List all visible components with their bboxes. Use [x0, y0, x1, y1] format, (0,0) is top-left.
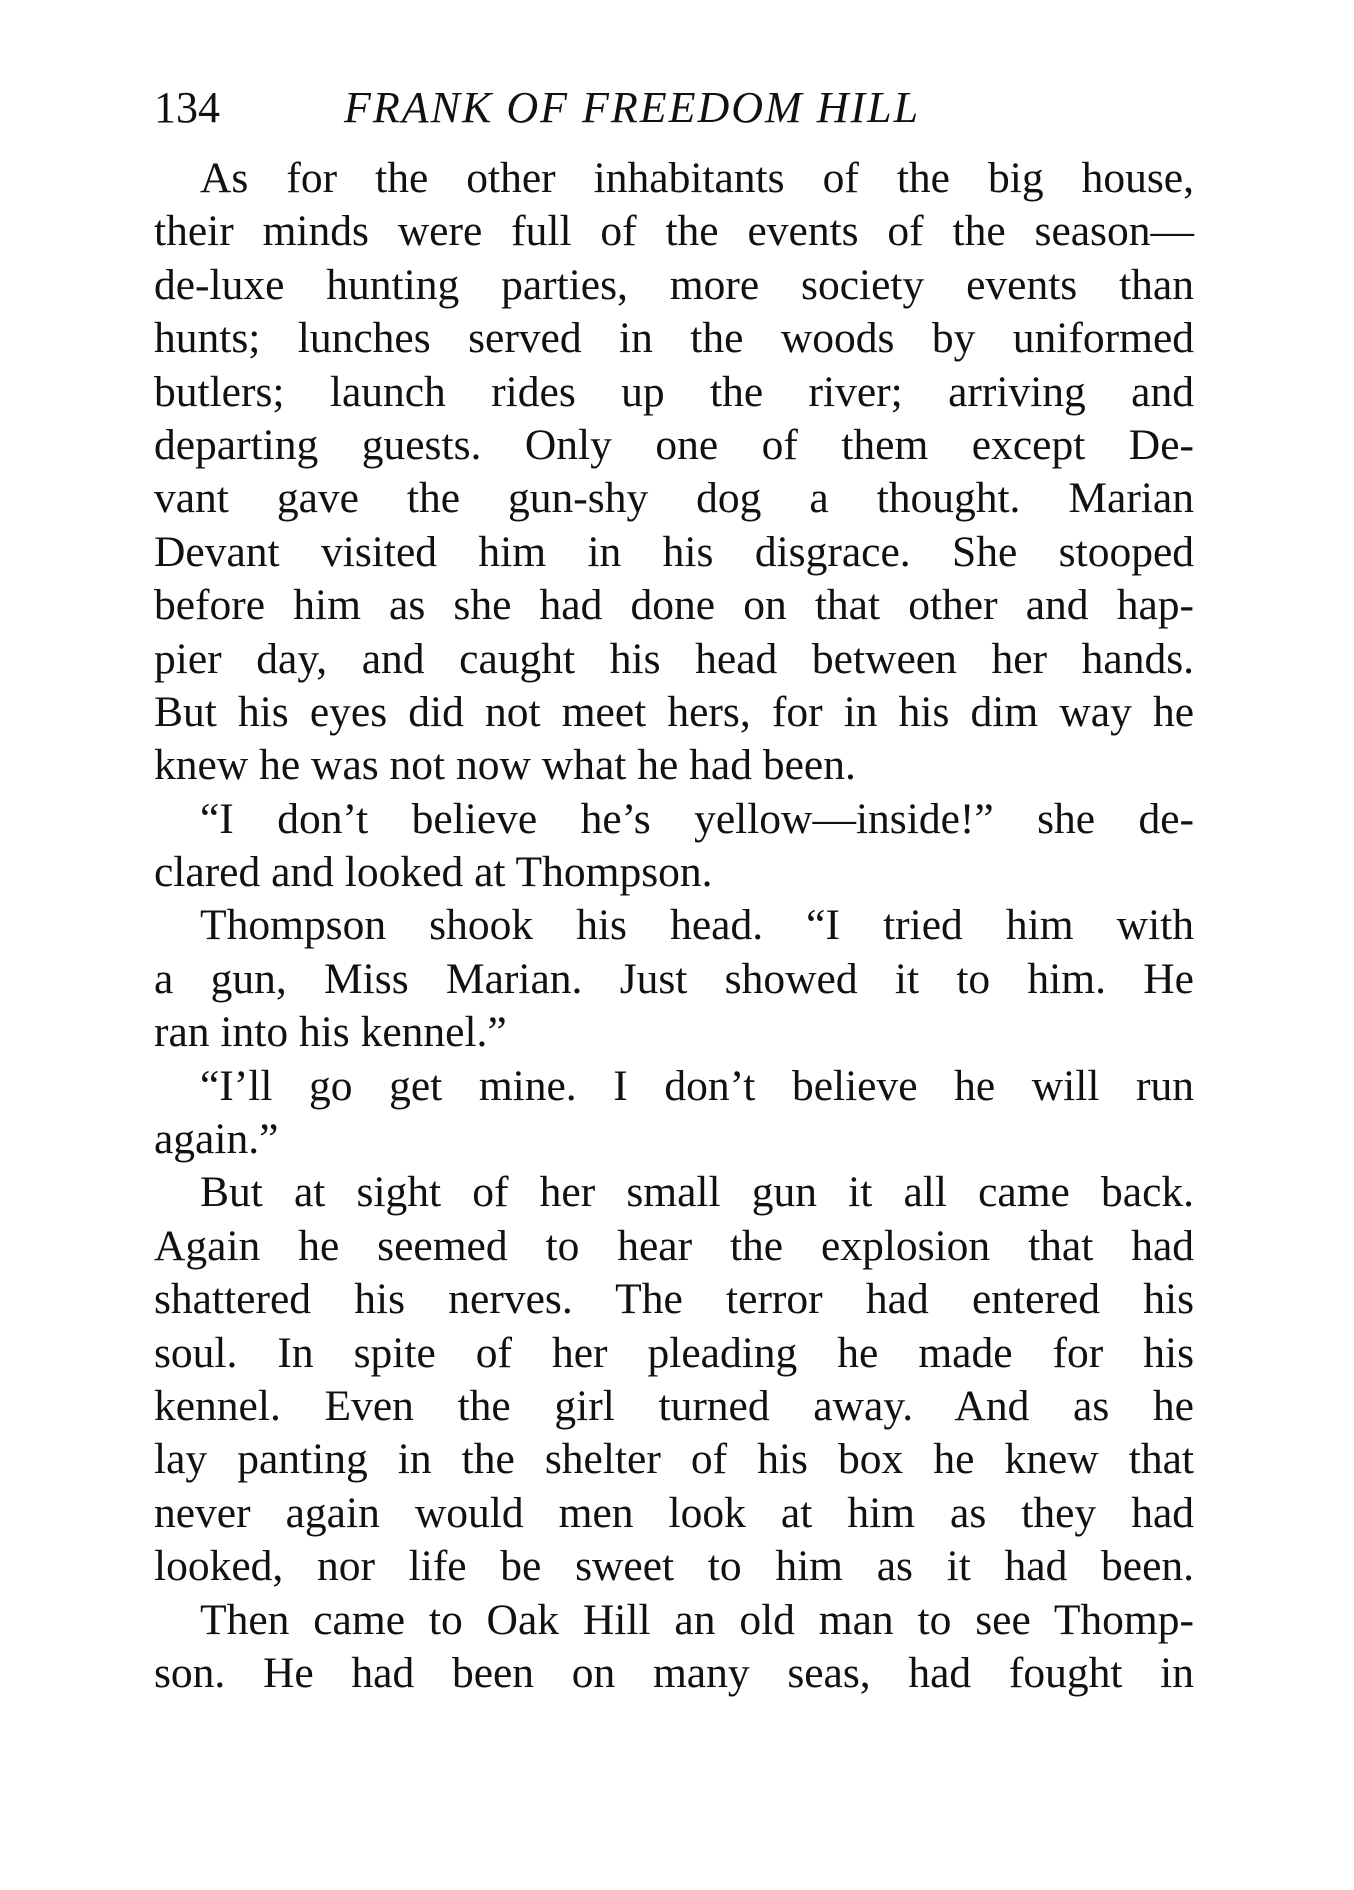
- text-line: departing guests. Only one of them except De-: [154, 420, 1194, 469]
- text-line: shattered his nerves. The terror had entered his: [154, 1275, 1194, 1324]
- text-line: knew he was not now what he had been.: [154, 741, 856, 790]
- text-line: their minds were full of the events of the season—: [154, 207, 1194, 256]
- body-text: [154, 152, 1194, 1700]
- text-line: hunts; lunches served in the woods by uniformed: [154, 314, 1194, 363]
- text-line: Then came to Oak Hill an old man to see Thomp-: [200, 1595, 1194, 1644]
- text-line: de-luxe hunting parties, more society events than: [154, 260, 1194, 309]
- text-line: looked, nor life be sweet to him as it had been.: [154, 1542, 1194, 1591]
- text-line: Thompson shook his head. “I tried him with: [200, 901, 1194, 950]
- text-line: soul. In spite of her pleading he made for his: [154, 1328, 1194, 1377]
- text-line: son. He had been on many seas, had fought in: [154, 1648, 1194, 1697]
- text-line: kennel. Even the girl turned away. And as he: [154, 1381, 1194, 1430]
- text-line: never again would men look at him as they had: [154, 1488, 1194, 1537]
- text-line: pier day, and caught his head between her hands.: [154, 634, 1194, 683]
- text-line: But his eyes did not meet hers, for in his dim way he: [154, 687, 1194, 736]
- text-line: As for the other inhabitants of the big house,: [200, 154, 1194, 202]
- text-line: vant gave the gun-shy dog a thought. Marian: [154, 474, 1194, 523]
- page-header: [154, 78, 1204, 138]
- text-line: again.”: [154, 1115, 279, 1164]
- page-number: 134: [154, 83, 220, 132]
- text-line: But at sight of her small gun it all came back.: [200, 1168, 1194, 1217]
- text-line: Devant visited him in his disgrace. She stooped: [154, 527, 1194, 576]
- text-line: before him as she had done on that other and hap-: [154, 581, 1194, 630]
- text-line: ran into his kennel.”: [154, 1008, 507, 1057]
- text-line: a gun, Miss Marian. Just showed it to him. He: [154, 954, 1194, 1003]
- text-line: butlers; launch rides up the river; arriving and: [154, 367, 1194, 416]
- text-line: “I don’t believe he’s yellow—inside!” she de-: [200, 794, 1194, 843]
- text-line: “I’ll go get mine. I don’t believe he will run: [200, 1061, 1194, 1110]
- running-title: FRANK OF FREEDOM HILL: [344, 83, 921, 132]
- text-line: Again he seemed to hear the explosion that had: [154, 1221, 1194, 1270]
- text-line: lay panting in the shelter of his box he knew that: [154, 1435, 1194, 1484]
- text-line: clared and looked at Thompson.: [154, 848, 713, 897]
